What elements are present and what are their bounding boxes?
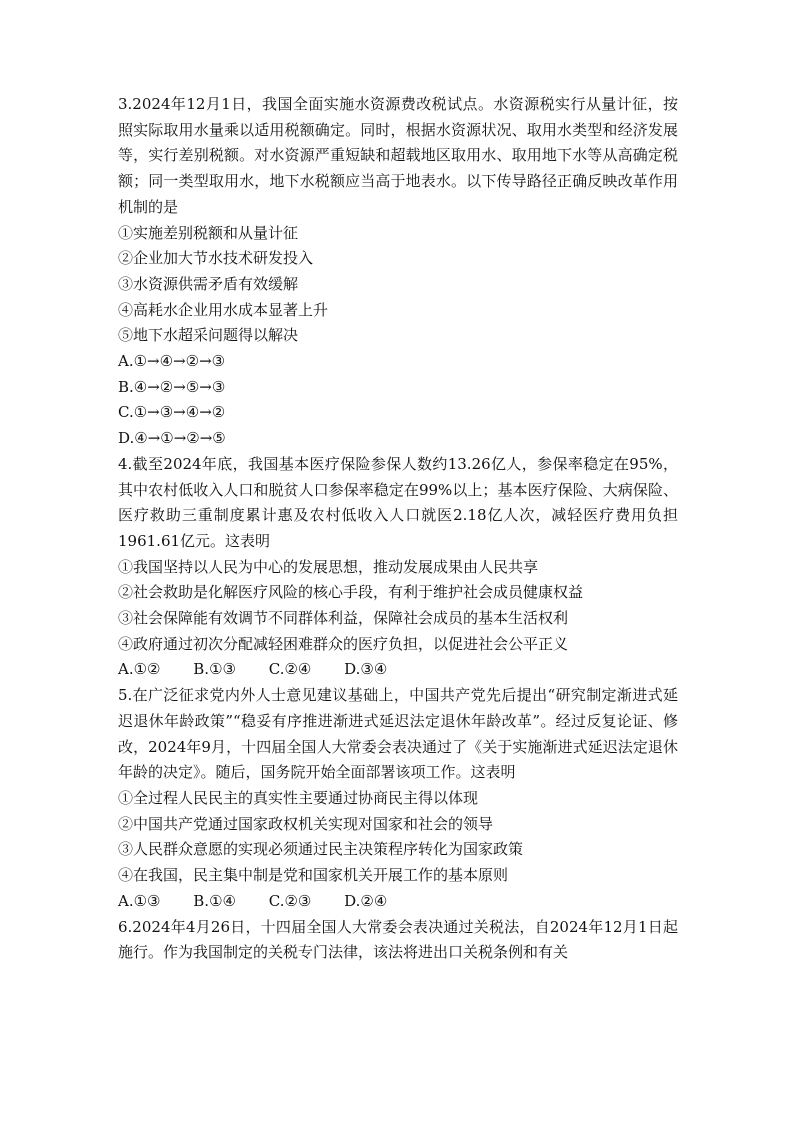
- statement: ③水资源供需矛盾有效缓解: [118, 274, 299, 293]
- option-b: B.①④: [193, 891, 236, 910]
- question-5: [118, 683, 678, 914]
- option-a: A.①③: [118, 891, 161, 910]
- option-a: A.①②: [118, 660, 161, 679]
- statement: ①实施差别税额和从量计征: [118, 223, 299, 242]
- statement: ②社会救助是化解医疗风险的核心手段，有利于维护社会成员健康权益: [118, 583, 584, 602]
- option-c: C.①→③→④→②: [118, 403, 226, 422]
- statement: ①我国坚持以人民为中心的发展思想，推动发展成果由人民共享: [118, 557, 539, 576]
- statement: ③人民群众意愿的实现必须通过民主决策程序转化为国家政策: [118, 840, 524, 859]
- option-a: A.①→④→②→③: [118, 352, 226, 371]
- statement: ②企业加大节水技术研发投入: [118, 249, 314, 268]
- statement: ⑤地下水超采问题得以解决: [118, 326, 299, 345]
- option-b: B.①③: [193, 660, 236, 679]
- option-d: D.④→①→②→⑤: [118, 429, 226, 448]
- question-3: [118, 92, 678, 452]
- statement: ①全过程人民民主的真实性主要通过协商民主得以体现: [118, 788, 479, 807]
- option-c: C.②④: [268, 660, 312, 679]
- option-d: D.③④: [344, 660, 388, 679]
- question-6-stem: 6.2024年4月26日，十四届全国人大常委会表决通过关税法，自2024年12月1日起施行。作为我国制定的关税专门法律，该法将进出口关税条例和有关: [118, 917, 678, 962]
- option-c: C.②③: [268, 891, 312, 910]
- question-3-stem: 3.2024年12月1日，我国全面实施水资源费改税试点。水资源税实行从量计征，按照实际取用水量乘以适用税额确定。同时，根据水资源状况、取用水类型和经济发展等，实行差别税额。对水资源严重短缺和超载地区取用水、取用地下水等从高确定税额；同一类型取用水，地下水税额应当高于地表水。以下传导路径正确反映改革作用机制的是: [118, 95, 678, 216]
- option-b: B.④→②→⑤→③: [118, 377, 226, 396]
- statement: ④在我国，民主集中制是党和国家机关开展工作的基本原则: [118, 866, 509, 885]
- question-4-stem: 4.截至2024年底，我国基本医疗保险参保人数约13.26亿人，参保率稳定在95%，其中农村低收入人口和脱贫人口参保率稳定在99%以上；基本医疗保险、大病保险、医疗救助三重制度累计惠及农村低收入人口就医2.18亿人次，减轻医疗费用负担1961.61亿元。这表明: [118, 454, 678, 550]
- statement: ②中国共产党通过国家政权机关实现对国家和社会的领导: [118, 814, 494, 833]
- options-row: [118, 657, 678, 683]
- statement: ④高耗水企业用水成本显著上升: [118, 300, 329, 319]
- statement: ③社会保障能有效调节不同群体利益，保障社会成员的基本生活权利: [118, 609, 569, 628]
- question-6: [118, 915, 678, 966]
- options-row: [118, 889, 678, 915]
- statement: ④政府通过初次分配减轻困难群众的医疗负担，以促进社会公平正义: [118, 634, 569, 653]
- question-4: [118, 452, 678, 683]
- option-d: D.②④: [344, 891, 388, 910]
- question-5-stem: 5.在广泛征求党内外人士意见建议基础上，中国共产党先后提出“研究制定渐进式延迟退休年龄政策”“稳妥有序推进渐进式延迟法定退休年龄改革”。经过反复论证、修改，2024年9月，十四届全国人大常委会表决通过了《关于实施渐进式延迟法定退休年龄的决定》。随后，国务院开始全面部署该项工作。这表明: [118, 686, 678, 782]
- document-body: [118, 92, 678, 966]
